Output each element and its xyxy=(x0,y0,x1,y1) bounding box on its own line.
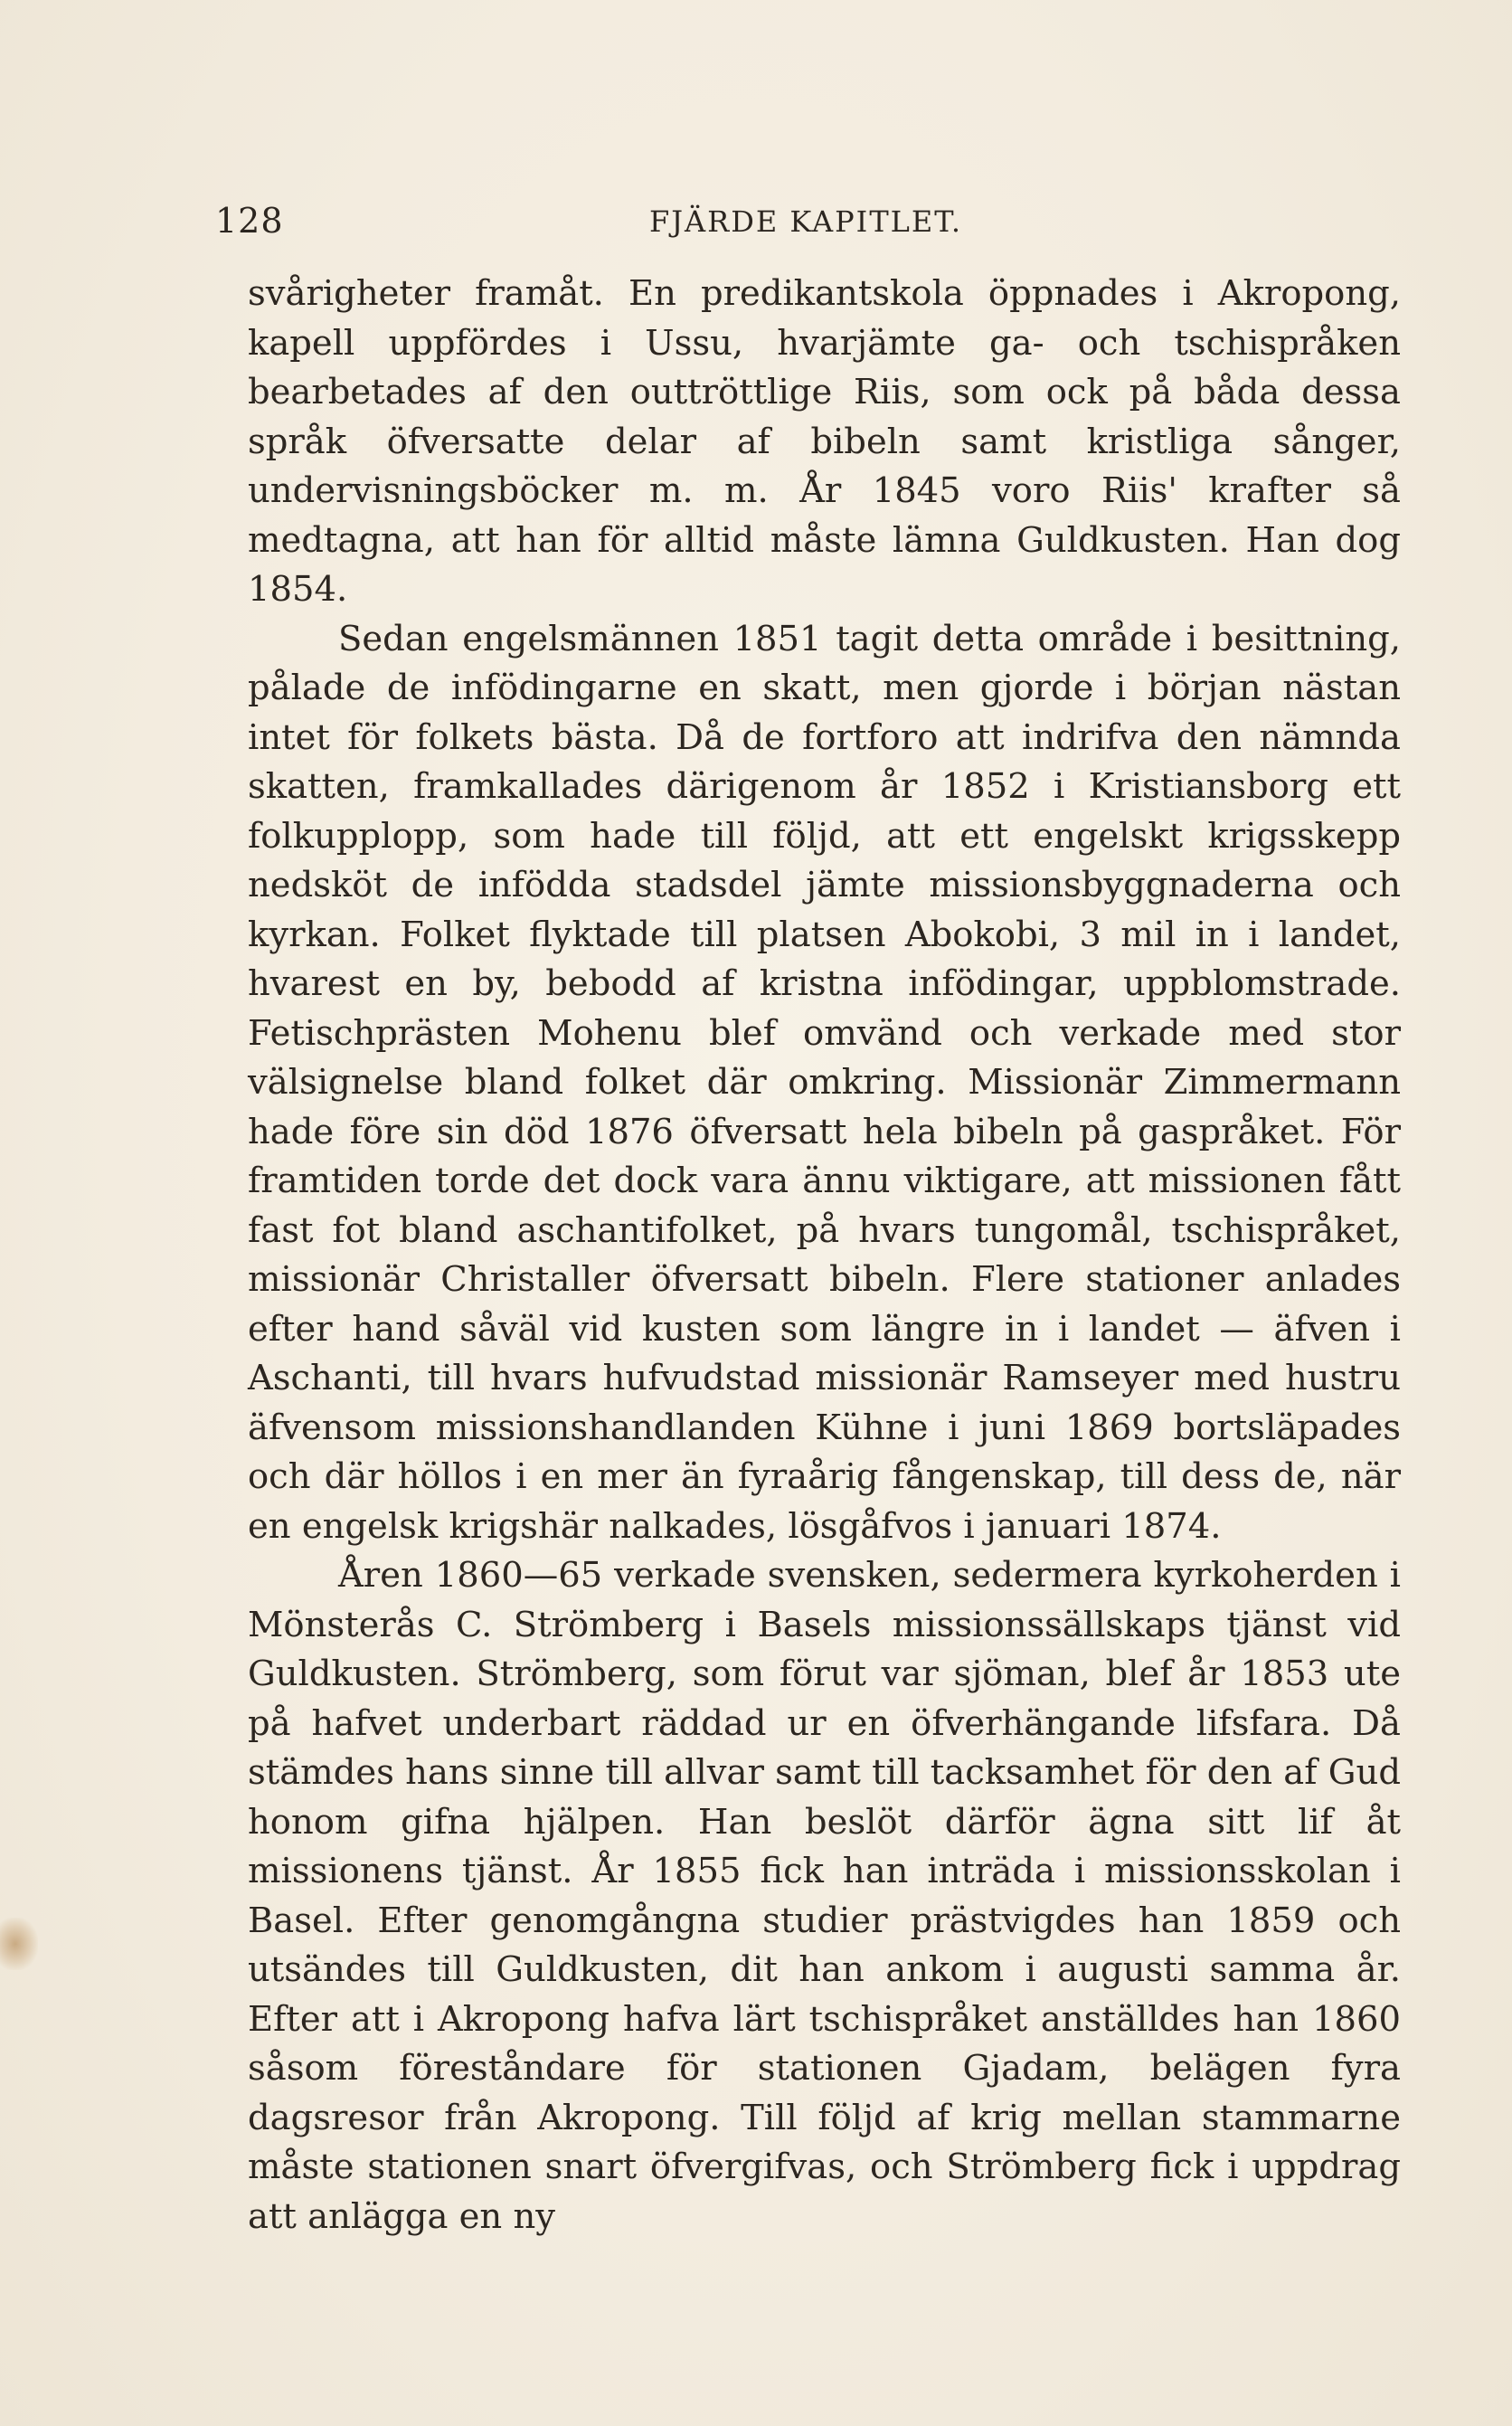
body-text xyxy=(248,270,1401,2241)
paper-stain xyxy=(0,1918,38,1970)
paragraph-1: svårigheter framåt. En predikantskola öppnades i Akropong, kapell uppfördes i Ussu, hvarjämte ga- och tschispråken bearbetades af den outtröttlige Riis, som ock på båda dessa språk öfversatte delar af bibeln samt kristliga sånger, undervisningsböcker m. m. År 1845 voro Riis' krafter så medtagna, att han för alltid måste lämna Guldkusten. Han dog 1854. xyxy=(248,273,1401,610)
paragraph-3: Åren 1860—65 verkade svensken, sedermera kyrkoherden i Mönsterås C. Strömberg i Basels missionssällskaps tjänst vid Guldkusten. Strömberg, som förut var sjöman, blef år 1853 ute på hafvet underbart räddad ur en öfverhängande lifsfara. Då stämdes hans sinne till allvar samt till tacksamhet för den af Gud honom gifna hjälpen. Han beslöt därför ägna sitt lif åt missionens tjänst. År 1855 fick han inträda i missionsskolan i Basel. Efter genomgångna studier prästvigdes han 1859 och utsändes till Guldkusten, dit han ankom i augusti samma år. Efter att i Akropong hafva lärt tschispråket anställdes han 1860 såsom föreståndare för stationen Gjadam, belägen fyra dagsresor från Akropong. Till följd af krig mellan stammarne måste stationen snart öfvergifvas, och Strömberg fick i uppdrag att anlägga en ny xyxy=(248,1555,1401,2237)
page-number: 128 xyxy=(215,201,284,241)
paragraph-2: Sedan engelsmännen 1851 tagit detta område i besittning, pålade de infödingarne en skatt, men gjorde i början nästan intet för folkets bästa. Då de fortforo att indrifva den nämnda skatten, framkallades därigenom år 1852 i Kristiansborg ett folkupplopp, som hade till följd, att ett engelskt krigsskepp nedsköt de infödda stadsdel jämte missionsbyggnaderna och kyrkan. Folket flyktade till platsen Abokobi, 3 mil in i landet, hvarest en by, bebodd af kristna infödingar, uppblomstrade. Fetischprästen Mohenu blef omvänd och verkade med stor välsignelse bland folket där omkring. Missionär Zimmermann hade före sin död 1876 öfversatt hela bibeln på gaspråket. För framtiden torde det dock vara ännu viktigare, att missionen fått fast fot bland aschantifolket, på hvars tungomål, tschispråket, missionär Christaller öfversatt bibeln. Flere stationer anlades efter hand såväl vid kusten som längre in i landet — äfven i Aschanti, till hvars hufvudstad missionär Ramseyer med hustru äfvensom missionshandlanden Kühne i juni 1869 bortsläpades och där höllos i en mer än fyraårig fångenskap, till dess de, när en engelsk krigshär nalkades, lösgåfvos i januari 1874. xyxy=(248,618,1401,1547)
page-header xyxy=(215,201,1409,246)
running-head: FJÄRDE KAPITLET. xyxy=(649,204,963,239)
